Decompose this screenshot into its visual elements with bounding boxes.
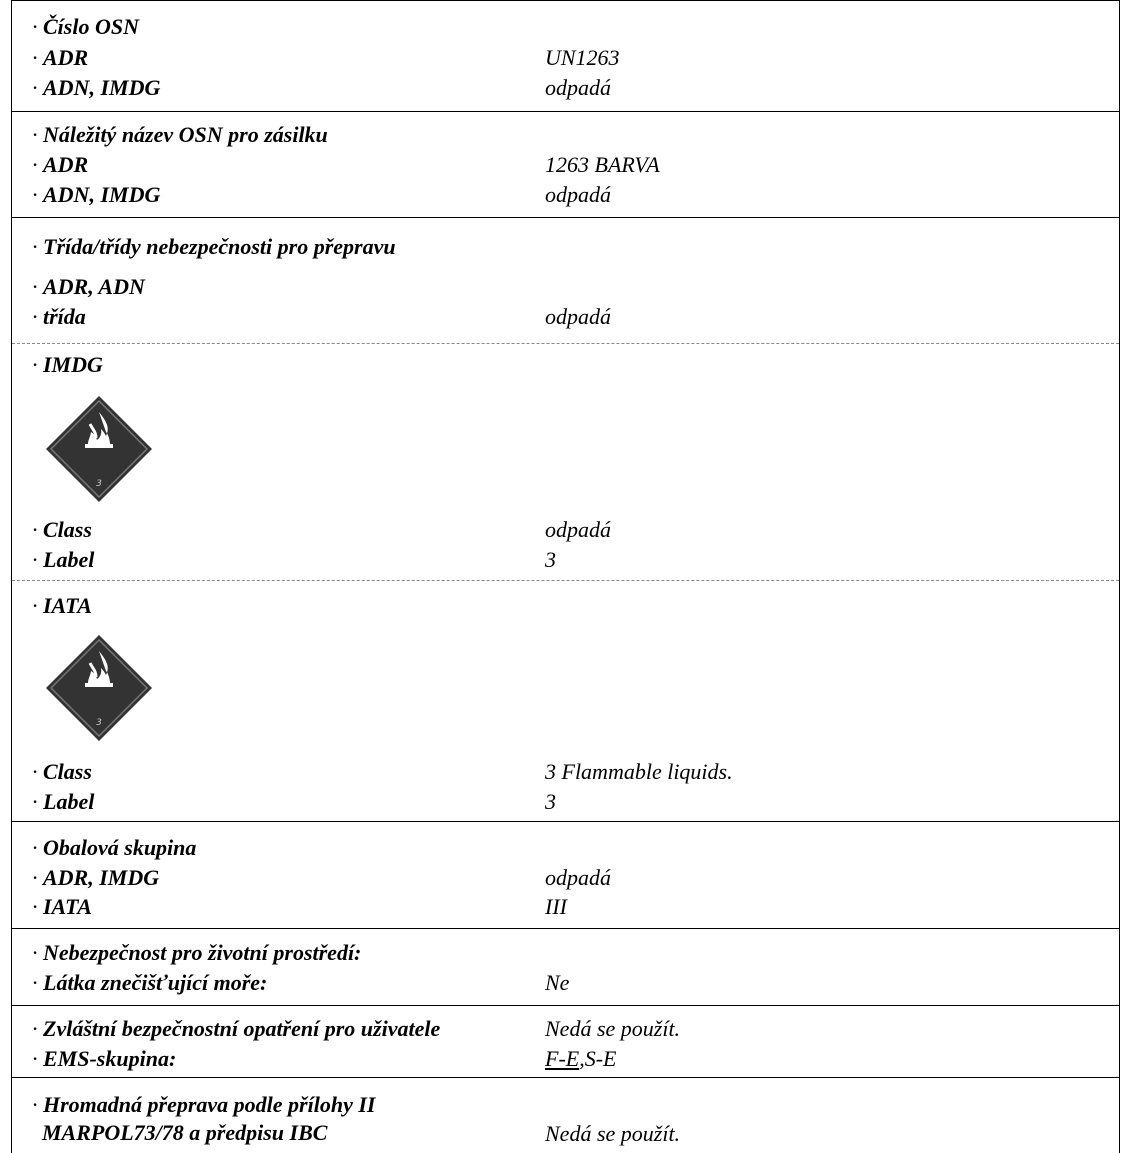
svg-text:3: 3 <box>96 479 102 489</box>
packing-group-heading: · Obalová skupina <box>32 835 196 861</box>
packing-adr-imdg-label: · ADR, IMDG <box>32 865 159 891</box>
svg-text:3: 3 <box>96 718 102 728</box>
un-adr-value: UN1263 <box>545 45 620 70</box>
packing-adr-imdg-value: odpadá <box>545 865 611 890</box>
section-un-number <box>12 0 1119 111</box>
imdg-heading: · IMDG <box>32 352 103 378</box>
ems-label: · EMS-skupina: <box>32 1046 176 1072</box>
hazard-adr-adn-label: · ADR, ADN <box>32 274 145 300</box>
ems-value <box>545 1046 616 1072</box>
environment-heading: · Nebezpečnost pro životní prostředí: <box>32 940 361 966</box>
section-packing-group <box>12 821 1119 928</box>
imdg-class-value: odpadá <box>545 517 611 542</box>
imdg-label-label: · Label <box>32 547 94 573</box>
shipping-adn-imdg-value: odpadá <box>545 182 611 207</box>
packing-iata-label: · IATA <box>32 894 92 920</box>
flammable-liquid-placard-icon <box>44 394 154 504</box>
precautions-label: · Zvláštní bezpečnostní opatření pro uživatele <box>32 1016 440 1042</box>
ems-value-spill: ,S-E <box>579 1046 617 1071</box>
iata-heading: · IATA <box>32 593 92 619</box>
imdg-class-label: · Class <box>32 517 92 543</box>
bulk-value: Nedá se použít. <box>545 1121 681 1146</box>
section-imdg <box>12 343 1119 580</box>
un-adn-imdg-label: · ADN, IMDG <box>32 75 160 101</box>
section-shipping-name <box>12 111 1119 217</box>
shipping-adr-label: · ADR <box>32 152 88 178</box>
shipping-adn-imdg-label: · ADN, IMDG <box>32 182 160 208</box>
shipping-name-heading: · Náležitý název OSN pro zásilku <box>32 122 328 148</box>
flammable-liquid-placard-icon <box>44 633 154 743</box>
imdg-label-value: 3 <box>545 547 556 572</box>
iata-class-label: · Class <box>32 759 92 785</box>
precautions-value: Nedá se použít. <box>545 1016 681 1041</box>
un-adn-imdg-value: odpadá <box>545 75 611 100</box>
section-iata <box>12 580 1119 821</box>
un-number-heading: · Číslo OSN <box>32 14 139 40</box>
marine-pollutant-value: Ne <box>545 970 570 995</box>
hazard-class-value: odpadá <box>545 304 611 329</box>
section-precautions <box>12 1005 1119 1077</box>
section-environment <box>12 928 1119 1005</box>
iata-label-label: · Label <box>32 789 94 815</box>
transport-info-table <box>11 0 1120 1153</box>
hazard-class-heading: · Třída/třídy nebezpečnosti pro přepravu <box>32 234 396 260</box>
hazard-class-label: · třída <box>32 304 86 330</box>
ems-value-fire: F-E <box>545 1046 580 1071</box>
section-bulk <box>12 1077 1119 1153</box>
bulk-label-line1: · Hromadná přeprava podle přílohy II <box>32 1092 375 1118</box>
un-adr-label: · ADR <box>32 45 88 71</box>
marine-pollutant-label: · Látka znečišťující moře: <box>32 970 267 996</box>
iata-class-value: 3 Flammable liquids. <box>545 759 733 784</box>
packing-iata-value: III <box>545 894 567 919</box>
shipping-adr-value: 1263 BARVA <box>545 152 660 177</box>
section-hazard-class <box>12 217 1119 343</box>
bulk-label-line2: MARPOL73/78 a předpisu IBC <box>42 1120 328 1145</box>
iata-label-value: 3 <box>545 789 556 814</box>
